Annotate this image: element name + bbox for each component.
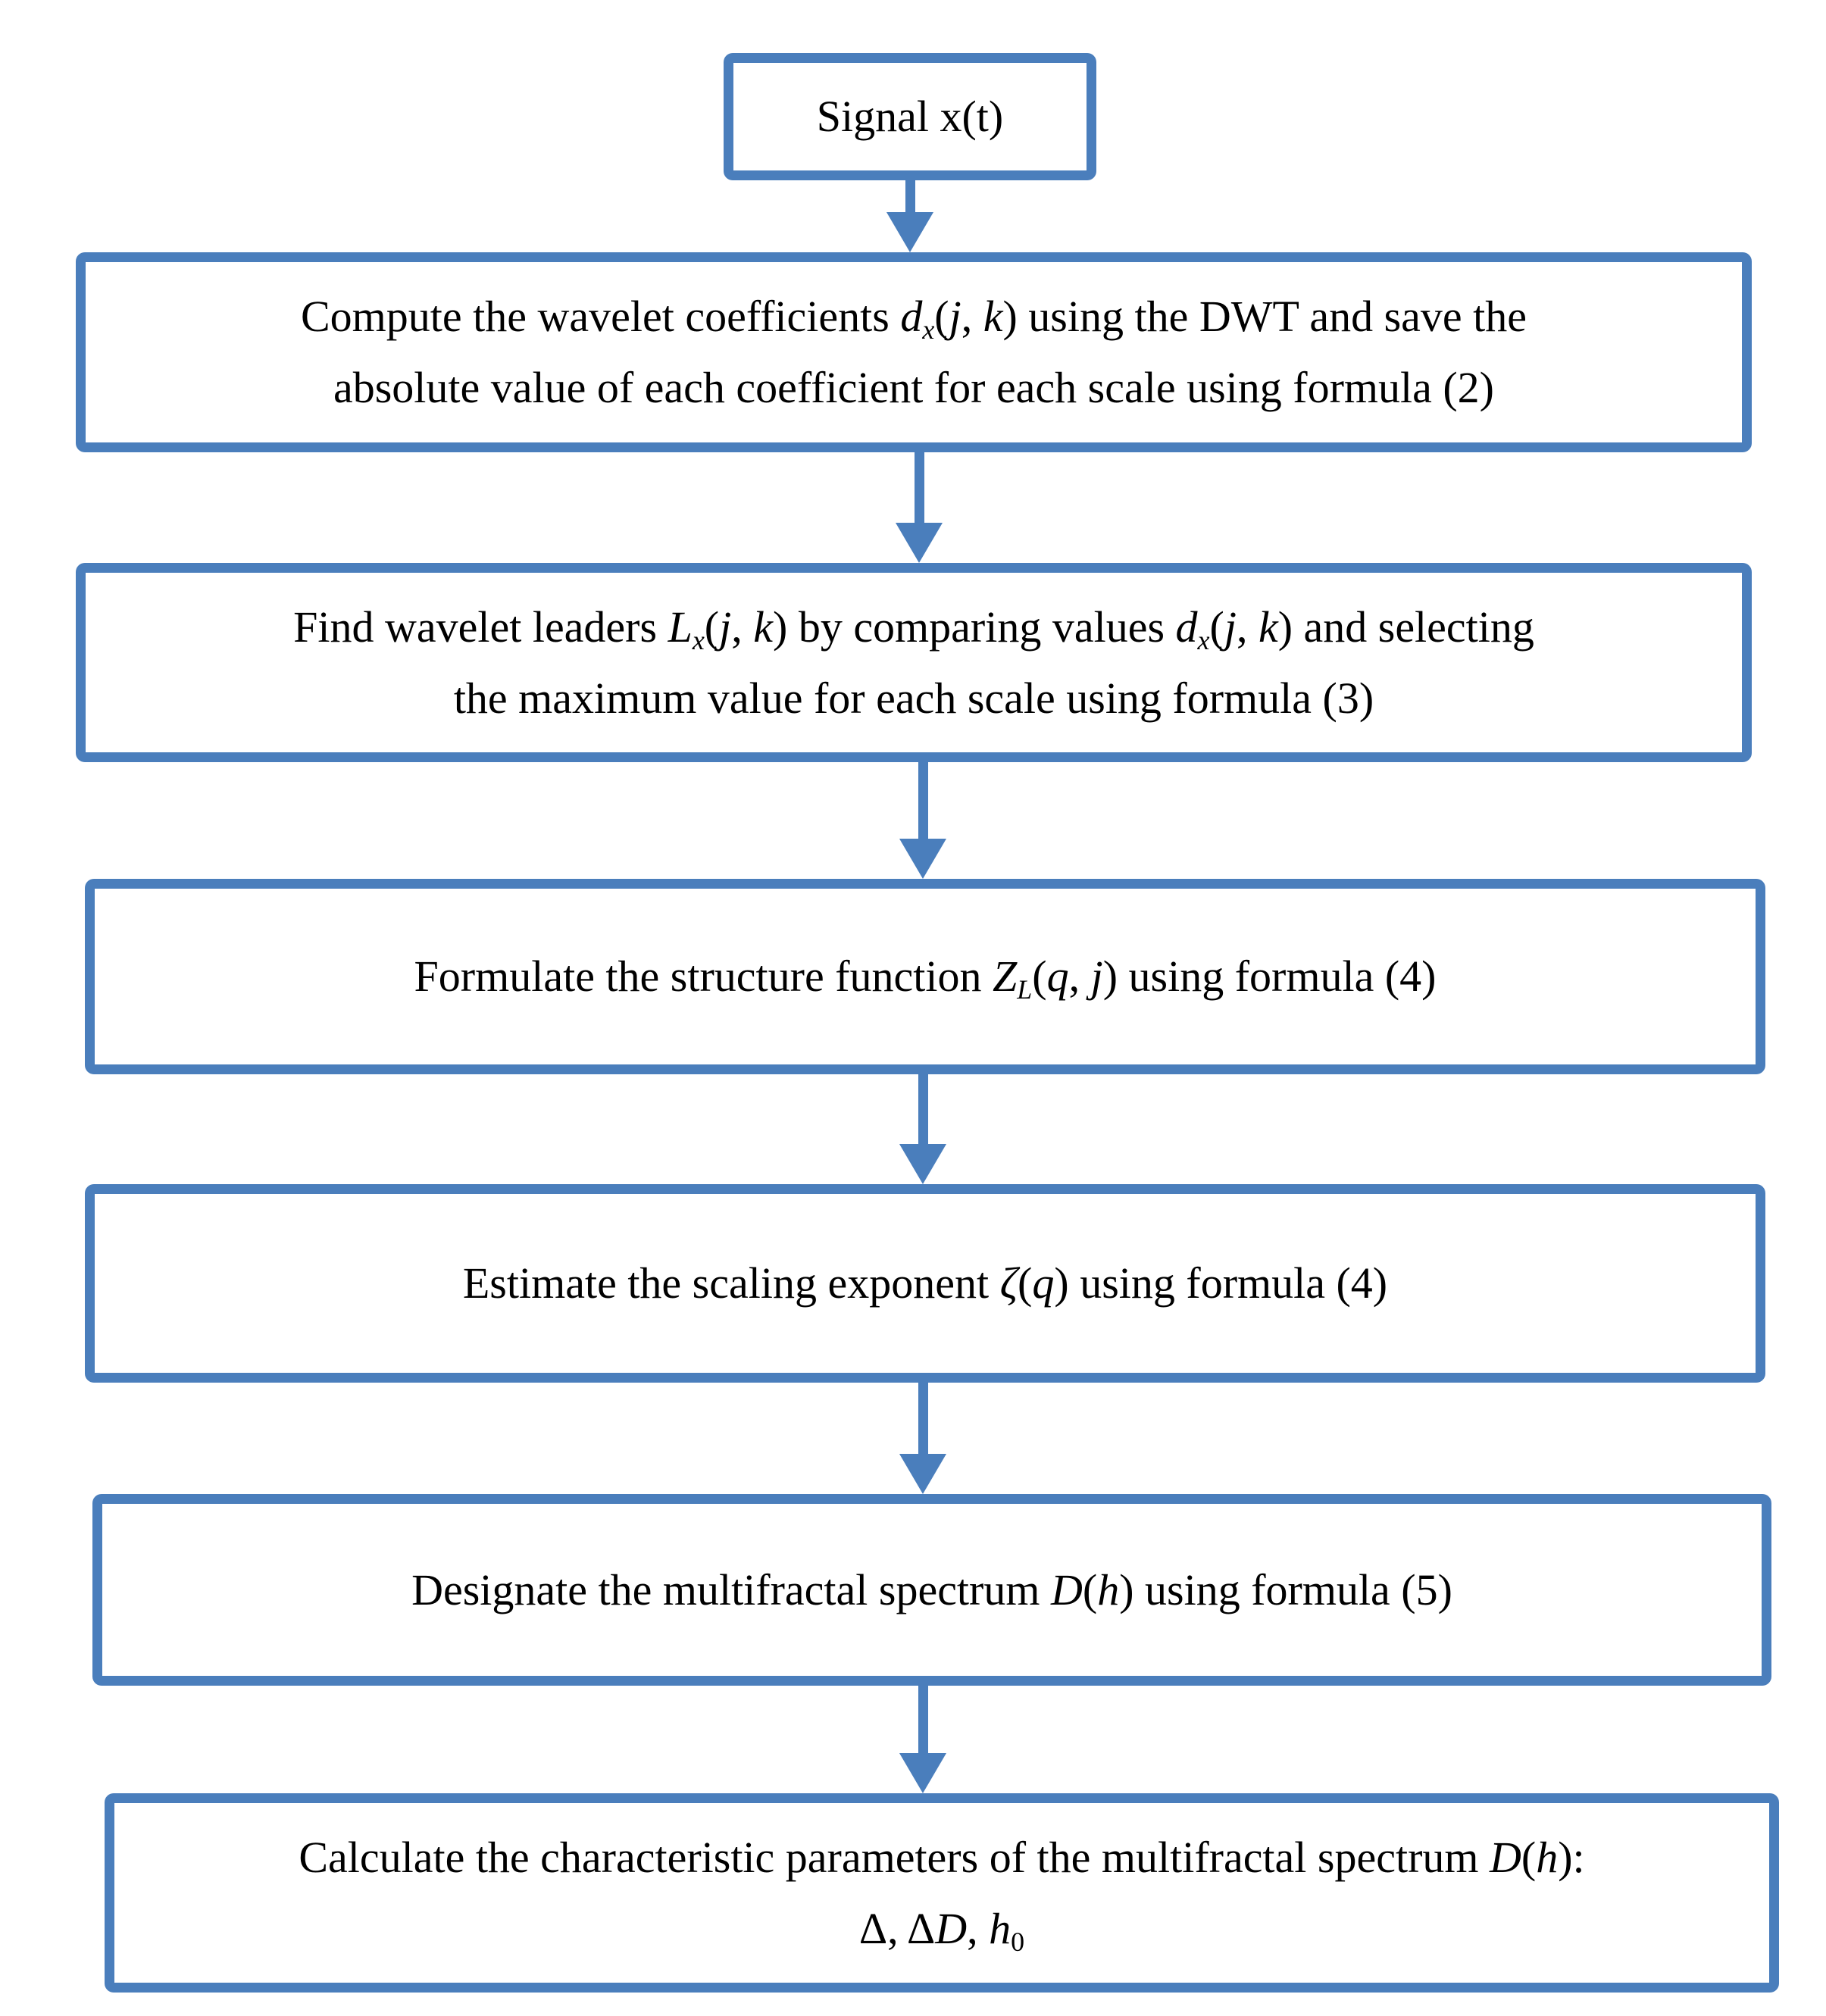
arrow-head bbox=[886, 212, 933, 252]
node-find-wavelet-leaders bbox=[76, 563, 1752, 762]
node-formulate-structure-function bbox=[85, 879, 1765, 1074]
node-compute-wavelet-coefficients-text: Compute the wavelet coefficients dx(j, k) using the DWT and save the absolute value of each coefficient for each scale using formula (2) bbox=[300, 292, 1527, 412]
arrow-shaft bbox=[918, 1074, 928, 1144]
arrow-head bbox=[899, 839, 946, 879]
node-designate-multifractal-spectrum bbox=[92, 1494, 1771, 1686]
arrow-shaft bbox=[918, 1383, 928, 1454]
arrow-shaft bbox=[918, 1686, 928, 1753]
node-estimate-scaling-exponent bbox=[85, 1184, 1765, 1383]
arrow-shaft bbox=[915, 452, 924, 523]
node-formulate-structure-function-text: Formulate the structure function ZL(q, j) using formula (4) bbox=[414, 952, 1437, 1005]
down-arrow-icon-6 bbox=[899, 1686, 946, 1793]
node-compute-wavelet-coefficients bbox=[76, 252, 1752, 452]
node-estimate-scaling-exponent-text: Estimate the scaling exponent ζ(q) using formula (4) bbox=[462, 1258, 1388, 1308]
arrow-head bbox=[899, 1454, 946, 1494]
down-arrow-icon-2 bbox=[896, 452, 943, 563]
node-calculate-characteristic-parameters bbox=[105, 1793, 1779, 1993]
node-designate-multifractal-spectrum-text: Designate the multifractal spectrum D(h) using formula (5) bbox=[411, 1564, 1452, 1614]
arrow-head bbox=[899, 1753, 946, 1793]
down-arrow-icon-1 bbox=[886, 180, 933, 252]
down-arrow-icon-4 bbox=[899, 1074, 946, 1184]
node-signal bbox=[724, 53, 1096, 180]
arrow-shaft bbox=[918, 762, 928, 839]
arrow-head bbox=[896, 523, 943, 563]
down-arrow-icon-3 bbox=[899, 762, 946, 879]
node-signal-text: Signal x(t) bbox=[816, 92, 1004, 142]
arrow-head bbox=[899, 1144, 946, 1184]
node-calculate-characteristic-parameters-text: Calculate the characteristic parameters of the multifractal spectrum D(h): Δ, ΔD, h0 bbox=[299, 1832, 1585, 1957]
arrow-shaft bbox=[905, 180, 915, 212]
node-find-wavelet-leaders-text: Find wavelet leaders Lx(j, k) by comparing values dx(j, k) and selecting the maximum value for each scale using formula (3) bbox=[293, 602, 1534, 723]
down-arrow-icon-5 bbox=[899, 1383, 946, 1494]
